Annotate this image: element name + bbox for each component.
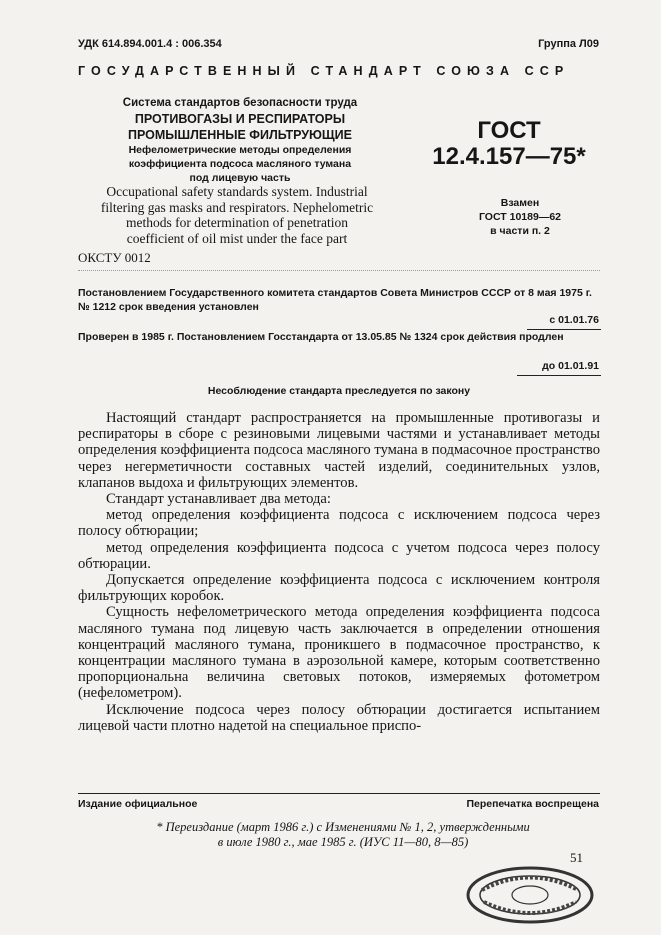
english-title-line: filtering gas masks and respirators. Nephelometric — [100, 199, 374, 215]
body-text — [78, 410, 600, 734]
paragraph: метод определения коэффициента подсоса с учетом подсоса через полосу обтюрации. — [78, 539, 600, 572]
title-sub-3: под лицевую часть — [189, 172, 291, 184]
effective-date: с 01.01.76 — [549, 314, 599, 326]
divider — [78, 270, 600, 271]
extension-text: Проверен в 1985 г. Постановлением Госстандарта от 13.05.85 № 1324 срок действия продлен — [78, 331, 564, 343]
okstu-code: ОКСТУ 0012 — [78, 250, 151, 265]
paragraph: Сущность нефелометрического метода определения коэффициента подсоса масляного тумана под лицевую часть заключается в определении отношения концентраций масляного тумана, проникшего в подмасочное пространство, к концентрации масляного тумана в аэрозольной камере, которым соответственно пропорциональна величина световых потоков, измеряемых фотометром (нефелометром). — [78, 604, 600, 702]
date-underline — [517, 375, 601, 376]
reissue-note-line: * Переиздание (март 1986 г.) с Изменениями № 1, 2, утвержденными — [156, 820, 530, 834]
title-main-2: ПРОМЫШЛЕННЫЕ ФИЛЬТРУЮЩИЕ — [128, 128, 352, 142]
paragraph: Исключение подсоса через полосу обтюрации достигается испытанием лицевой части плотно надетой на специальное приспо- — [78, 701, 600, 734]
paragraph: метод определения коэффициента подсоса с исключением подсоса через полосу обтюрации; — [78, 507, 600, 540]
official-edition: Издание официальное — [78, 798, 198, 810]
replaces-block — [445, 196, 595, 238]
title-sub-2: коэффициента подсоса масляного тумана — [128, 158, 352, 170]
title-sub-1: Нефелометрические методы определения — [128, 144, 352, 156]
gost-designation — [418, 118, 600, 170]
replaced-standard: ГОСТ 10189—62 — [478, 211, 561, 223]
paragraph: Допускается определение коэффициента подсоса с исключением контроля фильтрующих коробок. — [78, 572, 600, 605]
page-number: 51 — [570, 850, 583, 865]
english-title — [72, 184, 402, 246]
footer-rule — [78, 793, 600, 794]
english-title-line: coefficient of oil mist under the face part — [126, 230, 348, 246]
gost-label: ГОСТ — [477, 117, 541, 144]
decree-text: Постановлением Государственного комитета стандартов Совета Министров СССР от 8 мая 1975 г. № 1212 срок введения установлен — [78, 287, 592, 313]
title-system: Система стандартов безопасности труда — [122, 97, 358, 109]
english-title-line: Occupational safety standards system. Industrial — [106, 184, 368, 199]
english-title-line: methods for determination of penetration — [126, 215, 348, 230]
paragraph: Стандарт устанавливает два метода: — [106, 491, 331, 508]
udk-code: УДК 614.894.001.4 : 006.354 — [78, 38, 222, 50]
replaced-part: в части п. 2 — [490, 225, 550, 237]
legal-warning: Несоблюдение стандарта преследуется по закону — [207, 385, 471, 397]
reissue-note-line: в июле 1980 г., мае 1985 г. (ИУС 11—80, 8—85) — [217, 835, 469, 849]
gost-number: 12.4.157—75* — [432, 143, 586, 170]
title-main-1: ПРОТИВОГАЗЫ И РЕСПИРАТОРЫ — [134, 112, 346, 126]
expiry-date: до 01.01.91 — [542, 360, 599, 372]
reissue-note — [108, 820, 578, 850]
library-stamp-icon — [460, 860, 600, 930]
group-code: Группа Л09 — [538, 38, 599, 50]
reprint-notice: Перепечатка воспрещена — [466, 798, 599, 810]
paragraph: Настоящий стандарт распространяется на промышленные противогазы и респираторы в сборе с резиновыми лицевыми частями и устанавливает методы определения коэффициента подсоса масляного тумана в подмасочное пространство через негерметичности составных частей изделий, соединительных узлов, клапанов выдоха и фильтрующих элементов. — [78, 410, 600, 491]
standard-title — [80, 96, 400, 185]
state-standard-heading: ГОСУДАРСТВЕННЫЙ СТАНДАРТ СОЮЗА ССР — [78, 64, 570, 78]
replaces-label: Взамен — [500, 197, 540, 209]
